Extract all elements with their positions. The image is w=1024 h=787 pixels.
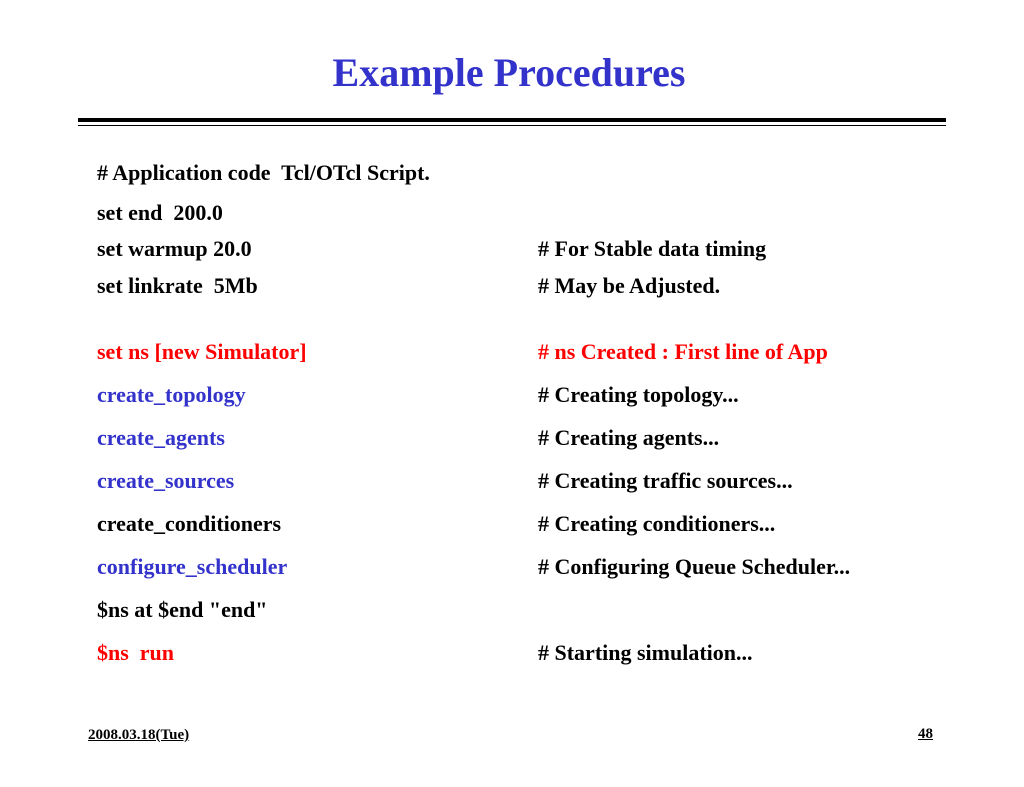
- script-line-set-end: set end 200.0: [97, 200, 223, 225]
- code-line-create-sources: create_sources: [97, 468, 235, 493]
- comment-line-new-simulator: # ns Created : First line of App: [538, 339, 828, 364]
- comment-line-warmup: # For Stable data timing: [538, 236, 767, 261]
- code-line-create-conditioners: create_conditioners: [97, 511, 282, 536]
- comment-line-create-conditioners: # Creating conditioners...: [538, 511, 776, 536]
- footer-date: 2008.03.18(Tue): [88, 727, 190, 743]
- comment-line-create-topology: # Creating topology...: [538, 382, 739, 407]
- comment-line-configure-scheduler: # Configuring Queue Scheduler...: [538, 554, 851, 579]
- comment-line-ns-run: # Starting simulation...: [538, 640, 753, 665]
- code-line-ns-at-end: $ns at $end "end": [97, 597, 268, 622]
- code-line-new-simulator: set ns [new Simulator]: [97, 339, 307, 364]
- code-line-create-topology: create_topology: [97, 382, 246, 407]
- title-divider-thick: [78, 118, 946, 122]
- slide-title: Example Procedures: [332, 50, 686, 95]
- comment-line-linkrate: # May be Adjusted.: [538, 273, 721, 298]
- title-divider-thin: [78, 125, 946, 126]
- code-line-linkrate: set linkrate 5Mb: [97, 273, 258, 298]
- script-header-comment: # Application code Tcl/OTcl Script.: [97, 160, 430, 185]
- code-line-warmup: set warmup 20.0: [97, 236, 252, 261]
- code-line-ns-run: $ns run: [97, 640, 175, 665]
- comment-line-create-agents: # Creating agents...: [538, 425, 720, 450]
- comment-line-create-sources: # Creating traffic sources...: [538, 468, 793, 493]
- code-line-create-agents: create_agents: [97, 425, 225, 450]
- page-number: 48: [918, 726, 933, 742]
- code-line-configure-scheduler: configure_scheduler: [97, 554, 288, 579]
